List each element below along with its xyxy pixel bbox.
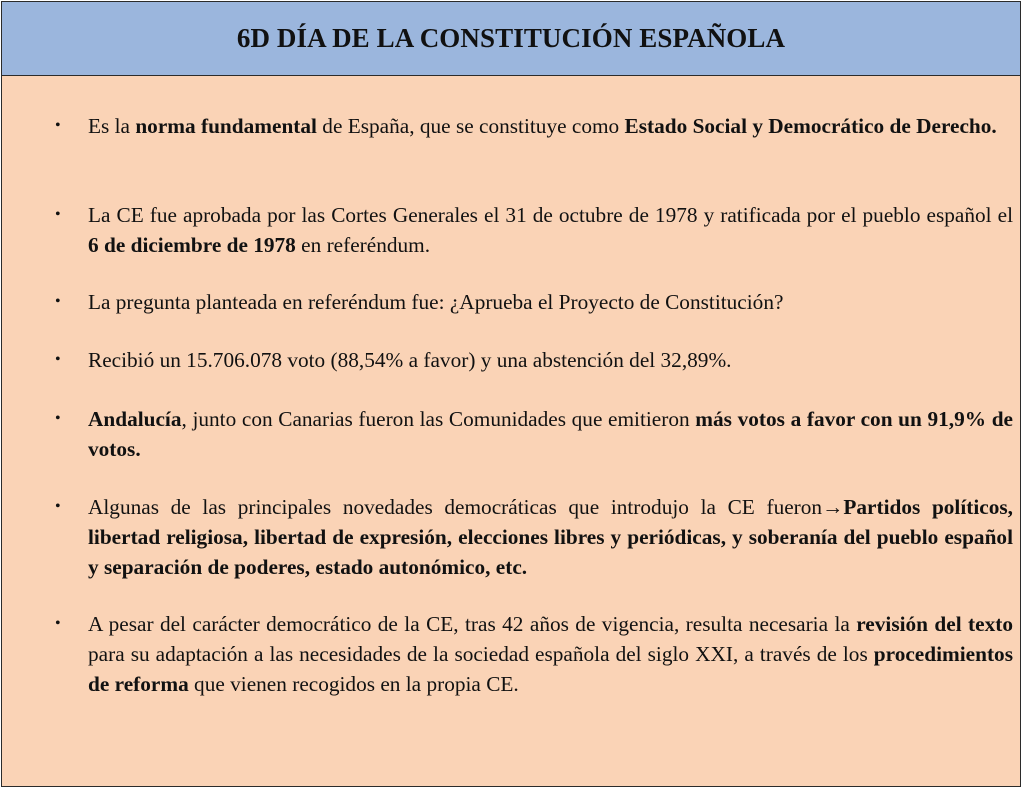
text-run: La CE fue aprobada por las Cortes Generales el 31 de octubre de 1978 y ratificada por el pueblo español el — [88, 203, 1013, 227]
text-run: para su adaptación a las necesidades de la sociedad española del siglo XXI, a través de los — [88, 642, 874, 666]
bold-text-run: Partidos políticos, libertad religiosa, libertad de expresión, elecciones libres y periódicas, y soberanía del pueblo español y separación de poderes, estado autonómico, etc. — [88, 495, 1013, 579]
page-title: 6D DÍA DE LA CONSTITUCIÓN ESPAÑOLA — [236, 23, 786, 53]
text-run: en referéndum. — [295, 233, 431, 257]
bold-text-run: Estado Social y Democrático de Derecho. — [624, 114, 997, 138]
bullet-icon: • — [55, 206, 61, 223]
list-item-andalucia — [55, 404, 1013, 464]
text-run: La pregunta planteada en referéndum fue: ¿Aprueba el Proyecto de Constitución? — [88, 290, 784, 314]
text-run: A pesar del carácter democrático de la CE, tras 42 años de vigencia, resulta necesaria la — [88, 612, 857, 636]
bold-text-run: → — [822, 495, 844, 519]
text-run: que vienen recogidos en la propia CE. — [188, 672, 519, 696]
bullet-icon: • — [55, 293, 61, 310]
list-item-aprobacion — [55, 200, 1013, 260]
bold-text-run: revisión del texto — [856, 612, 1013, 636]
list-item-pregunta — [55, 287, 1013, 317]
text-run: Recibió un 15.706.078 voto (88,54% a favor) y una abstención del 32,89%. — [88, 348, 732, 372]
bold-text-run: Andalucía — [88, 407, 182, 431]
bold-text-run: más votos a favor con un 91,9% de votos. — [88, 407, 1013, 461]
bullet-icon: • — [55, 351, 61, 368]
bullet-icon: • — [55, 615, 61, 632]
text-run: Es la — [88, 114, 136, 138]
list-item-votos — [55, 345, 1013, 375]
text-run: de España, que se constituye como — [316, 114, 625, 138]
bold-text-run: norma fundamental — [135, 114, 317, 138]
bold-text-run: 6 de diciembre de 1978 — [88, 233, 296, 257]
list-item-reforma — [55, 609, 1013, 699]
document-frame — [1, 1, 1021, 787]
bullet-icon: • — [55, 498, 61, 515]
bold-text-run: procedimientos de reforma — [88, 642, 1013, 696]
bullet-icon: • — [55, 410, 61, 427]
list-item-novedades — [55, 492, 1013, 582]
bullet-icon: • — [55, 117, 61, 134]
text-run: Algunas de las principales novedades democráticas que introdujo la CE fueron — [88, 495, 823, 519]
text-run: , junto con Canarias fueron las Comunidades que emitieron — [181, 407, 696, 431]
list-item-norma-fundamental — [55, 111, 1013, 141]
title-banner — [2, 2, 1020, 76]
